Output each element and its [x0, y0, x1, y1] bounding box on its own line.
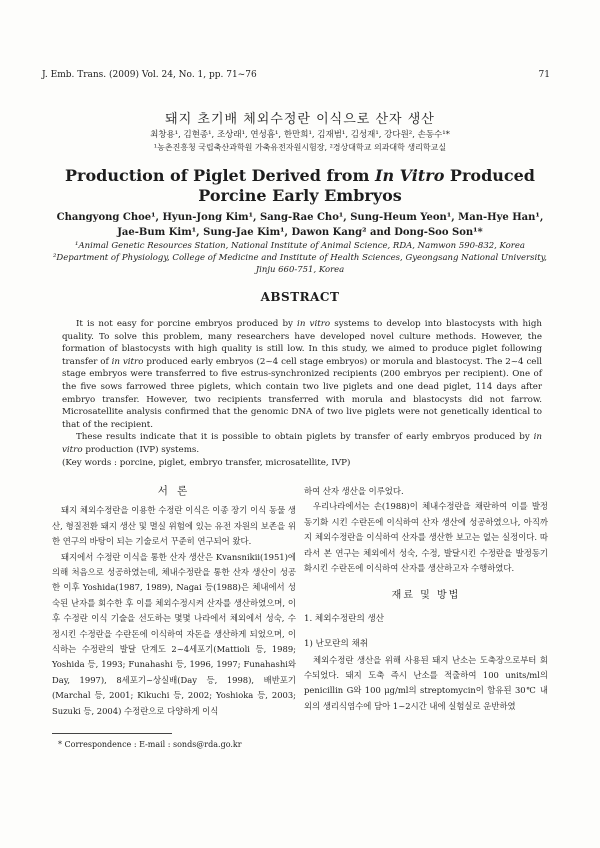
korean-title: 돼지 초기배 체외수정란 이식으로 산자 생산: [165, 112, 435, 127]
affiliation-line-1: ¹Animal Genetic Resources Station, National Institute of Animal Science, RDA, Namwon 590-832, Korea: [75, 241, 525, 251]
page-number: 71: [538, 70, 550, 80]
subsubsection-heading: 1) 난모란의 채취: [304, 639, 369, 650]
abstract-paragraph-2: [62, 431, 542, 456]
affiliation-line-3: Jinju 660-751, Korea: [255, 265, 345, 275]
journal-header: J. Emb. Trans. (2009) Vol. 24, No. 1, pp. 71~76: [42, 70, 257, 80]
abstract-text: produced early embryos (2~4 cell stage embryos) or morula and blastocyst. The 2~4 cell stage embryos were transferred to five estrus-synchronized recipients (200 embryos per recipient). One of the five sows farrowed three piglets, which contain two live piglets and one dead piglet, 114 days after embryo transfer. However, two recipients transferred with morula and blastocysts did not farrow. Microsatellite analysis confirmed that the genomic DNA of two live piglets were not genetically identical to that of the recipient.: [62, 356, 543, 430]
title-italic: In Vitro: [374, 166, 445, 185]
footnote-divider: [52, 733, 172, 734]
intro-paragraph-3: 우리나라에서는 손(1988)이 체내수정란을 채란하여 이를 발정동기화 시킨 수란돈에 이식하여 산자 생산에 성공하였으나, 아직까지 체외수정란을 이식하여 산자를 생산한 보고는 없는 실정이다. 따라서 본 연구는 체외에서 성숙, 수정, 발달시킨 수정란을 발정동기화시킨 수란돈에 이식하여 산자를 생산하고자 수행하였다.: [304, 501, 548, 574]
methods-paragraph-1: 체외수정란 생산을 위해 사용된 돼지 난소는 도축장으로부터 회수되었다. 돼지 도축 즉시 난소를 적출하여 100 units/ml의 penicillin G와 100 μg/ml의 streptomycin이 함유된 30℃ 내외의 생리식염수에 담아 1~2시간 내에 실험실로 운반하였: [304, 654, 548, 711]
abstract-italic: in vitro: [111, 356, 144, 367]
title-part-2: Produced: [444, 166, 535, 185]
correspondence-footnote: * Correspondence : E-mail : sonds@rda.go.kr: [58, 740, 242, 749]
english-authors: [0, 210, 600, 240]
intro-paragraph-1: 돼지 체외수정란을 이용한 수정란 이식은 이종 장기 이식 동물 생산, 형질전환 돼지 생산 및 멸실 위험에 있는 유전 자원의 보존을 위한 연구의 바탕이 되는 기술로서 꾸준히 연구되어 왔다.: [52, 505, 296, 547]
title-part-1: Production of Piglet Derived from: [65, 166, 375, 185]
intro-paragraph-continued: 하여 산자 생산을 이루었다.: [304, 486, 404, 496]
abstract-text: production (IVP) systems.: [82, 444, 200, 455]
english-title: [0, 166, 600, 206]
authors-line-2: Jae-Bum Kim¹, Sung-Jae Kim¹, Dawon Kang² and Dong-Soo Son¹*: [117, 227, 483, 238]
keywords: (Key words : porcine, piglet, embryo transfer, microsatellite, IVP): [62, 457, 351, 468]
authors-line-1: Changyong Choe¹, Hyun-Jong Kim¹, Sang-Rae Cho¹, Sung-Heum Yeon¹, Man-Hye Han¹,: [56, 212, 544, 223]
subsection-heading: 1. 체외수정란의 생산: [304, 613, 385, 624]
intro-paragraph-2: 돼지에서 수정란 이식을 통한 산자 생산은 Kvansnikii(1951)에 의해 처음으로 성공하였는데, 체내수정란을 통한 산자 생산이 성공한 이후 Yoshida(1987, 1989), Nagai 등(1988)은 체내에서 성숙된 난자를 회수한 후 이를 체외수정시켜 산자를 생산하였으며, 이후 수정란 이식 기술을 선도하는 몇몇 나라에서 체외에서 성숙, 수정시킨 수정란을 수란돈에 이식하여 자돈을 생산하게 되었으며, 이식하는 수정란의 발달 단계도 2~4세포기(Mattioli 등, 1989; Yoshida 등, 1993; Funahashi 등, 1996, 1997; Funahashi와 Day, 1997), 8세포기~상실배(Day 등, 1998), 배반포기(Marchal 등, 2001; Kikuchi 등, 2002; Yoshioka 등, 2003; Suzuki 등, 2004) 수정란으로 다양하게 이식: [52, 551, 296, 716]
abstract-text: It is not easy for porcine embryos produced by: [76, 319, 298, 329]
right-column: [304, 484, 548, 714]
methods-heading: 재료 및 방법: [391, 590, 461, 602]
korean-affiliation: ¹농촌진흥청 국립축산과학원 가축유전자원시험장, ²경상대학교 의과대학 생리학교실: [153, 143, 447, 152]
abstract-italic: in vitro: [297, 319, 331, 329]
title-line-2: Porcine Early Embryos: [198, 186, 402, 205]
abstract-heading: ABSTRACT: [260, 290, 340, 304]
abstract-body: [62, 318, 542, 469]
left-column: [52, 484, 296, 719]
korean-authors: 최창용¹, 김현종¹, 조상래¹, 연성흠¹, 한만희¹, 김재범¹, 김성재¹, 강다원², 손동수¹*: [150, 130, 450, 140]
abstract-text: systems to develop into blastocysts with high quality. To solve this problem, many researchers have developed novel culture methods. However, the formation of blastocysts with high quality is still low. In this study, we aimed to produce piglet following transfer of: [62, 319, 542, 367]
abstract-italic: in vitro: [62, 432, 542, 455]
abstract-text: These results indicate that it is possible to obtain piglets by transfer of early embryos produced by: [76, 432, 534, 443]
abstract-paragraph-1: [62, 318, 542, 431]
english-affiliations: [0, 240, 600, 276]
affiliation-line-2: ²Department of Physiology, College of Medicine and Institute of Health Sciences, Gyeongsang National University,: [53, 253, 547, 263]
intro-heading: 서 론: [157, 485, 191, 497]
